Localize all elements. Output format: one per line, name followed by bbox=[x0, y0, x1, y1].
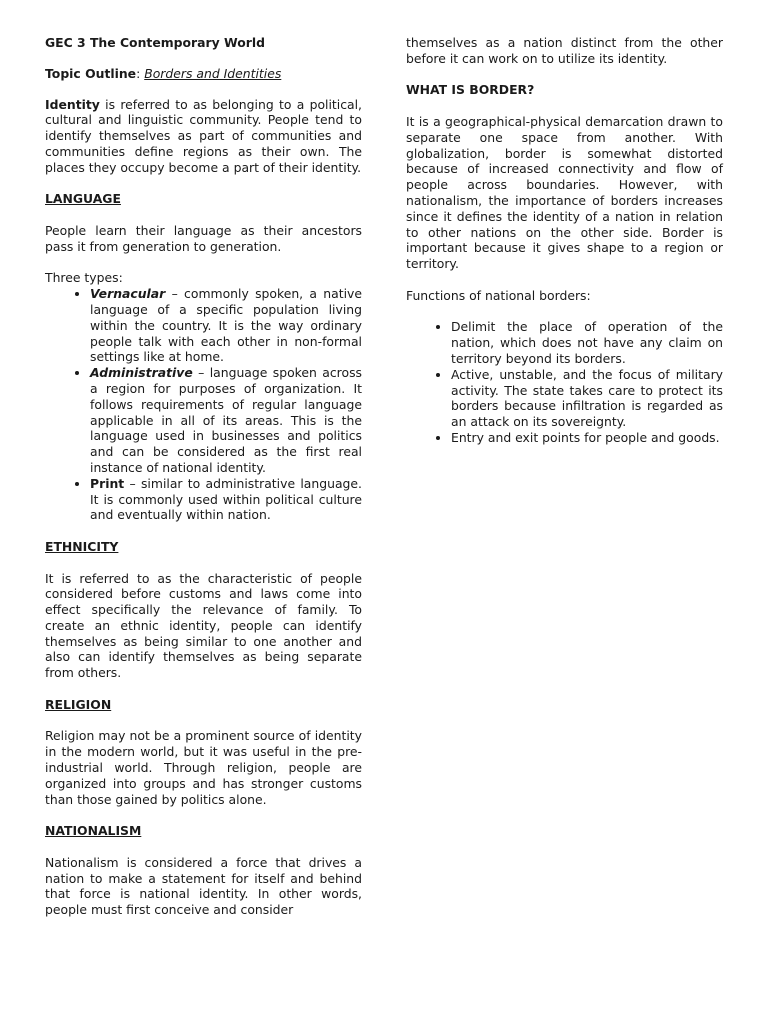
religion-paragraph: Religion may not be a prominent source of identity in the modern world, but it was useful in the pre-industrial world. Through religion, people are organized into groups and has stronger customs than those gained by politics alone. bbox=[45, 728, 362, 807]
topic-outline-label: Topic Outline bbox=[45, 65, 137, 81]
language-type-text: – language spoken across a region for purposes of organization. It follows requirements of regular language applicable in all of its areas. This is the language used in businesses and politics and can be considered as the first real instance of national identity. bbox=[90, 365, 362, 475]
list-item bbox=[90, 286, 362, 365]
list-item: • Entry and exit points for people and goods. bbox=[451, 430, 723, 446]
identity-paragraph bbox=[45, 97, 362, 176]
list-item: • Active, unstable, and the focus of military activity. The state takes care to protect its borders because infiltration is regarded as an attack on its sovereignty. bbox=[451, 367, 723, 430]
border-functions-label: Functions of national borders: bbox=[406, 287, 591, 303]
right-column bbox=[406, 35, 723, 462]
language-heading: LANGUAGE bbox=[45, 191, 121, 207]
border-functions-list bbox=[406, 319, 723, 445]
language-intro: People learn their language as their ancestors pass it from generation to generation. bbox=[45, 222, 362, 254]
nationalism-paragraph-part1: Nationalism is considered a force that drives a nation to make a statement for itself and behind that force is national identity. In other words, people must first conceive and consider bbox=[45, 854, 362, 918]
list-item bbox=[90, 365, 362, 476]
topic-outline-name: Borders and Identities bbox=[144, 65, 282, 81]
language-type-term: Print bbox=[90, 475, 125, 491]
language-type-text: – similar to administrative language. It is commonly used within political culture and eventually within nation. bbox=[90, 475, 362, 523]
ethnicity-heading: ETHNICITY bbox=[45, 538, 119, 554]
language-type-text: – commonly spoken, a native language of a specific population living within the country. It is the way ordinary people talk with each other in non-formal settings like at home. bbox=[90, 286, 362, 365]
identity-term: Identity bbox=[45, 96, 100, 112]
nationalism-paragraph-part2: themselves as a nation distinct from the other before it can work on to utilize its identity. bbox=[406, 35, 723, 66]
religion-heading: RELIGION bbox=[45, 696, 112, 712]
list-item bbox=[90, 476, 362, 523]
nationalism-heading: NATIONALISM bbox=[45, 823, 142, 839]
left-column bbox=[45, 35, 362, 918]
border-heading: WHAT IS BORDER? bbox=[406, 82, 535, 98]
course-title: GEC 3 The Contemporary World bbox=[45, 35, 265, 50]
language-types-label: Three types: bbox=[45, 270, 123, 286]
identity-text: is referred to as belonging to a political, cultural and linguistic community. People tend to identify themselves as part of communities and communities define regions as their own. The places they occupy become a part of their identity. bbox=[45, 96, 362, 175]
ethnicity-paragraph: It is referred to as the characteristic of people considered before customs and laws come into effect specifically the relevance of family. To create an ethnic identity, people can identify themselves as being similar to one another and also can identify themselves as being separate from others. bbox=[45, 570, 362, 681]
language-type-term: Vernacular bbox=[90, 286, 166, 302]
list-item: • Delimit the place of operation of the nation, which does not have any claim on territory beyond its borders. bbox=[451, 319, 723, 366]
language-types-list bbox=[45, 286, 362, 523]
topic-outline-separator: : bbox=[136, 65, 145, 81]
language-type-term: Administrative bbox=[90, 365, 193, 381]
border-paragraph: It is a geographical-physical demarcation drawn to separate one space from another. With globalization, border is somewhat distorted because of increased connectivity and flow of people across boundaries. However, with nationalism, the importance of borders increases since it defines the identity of a nation in relation to other nations on the other side. Border is important because it gives shape to a region or territory. bbox=[406, 113, 723, 272]
topic-outline bbox=[45, 66, 362, 82]
